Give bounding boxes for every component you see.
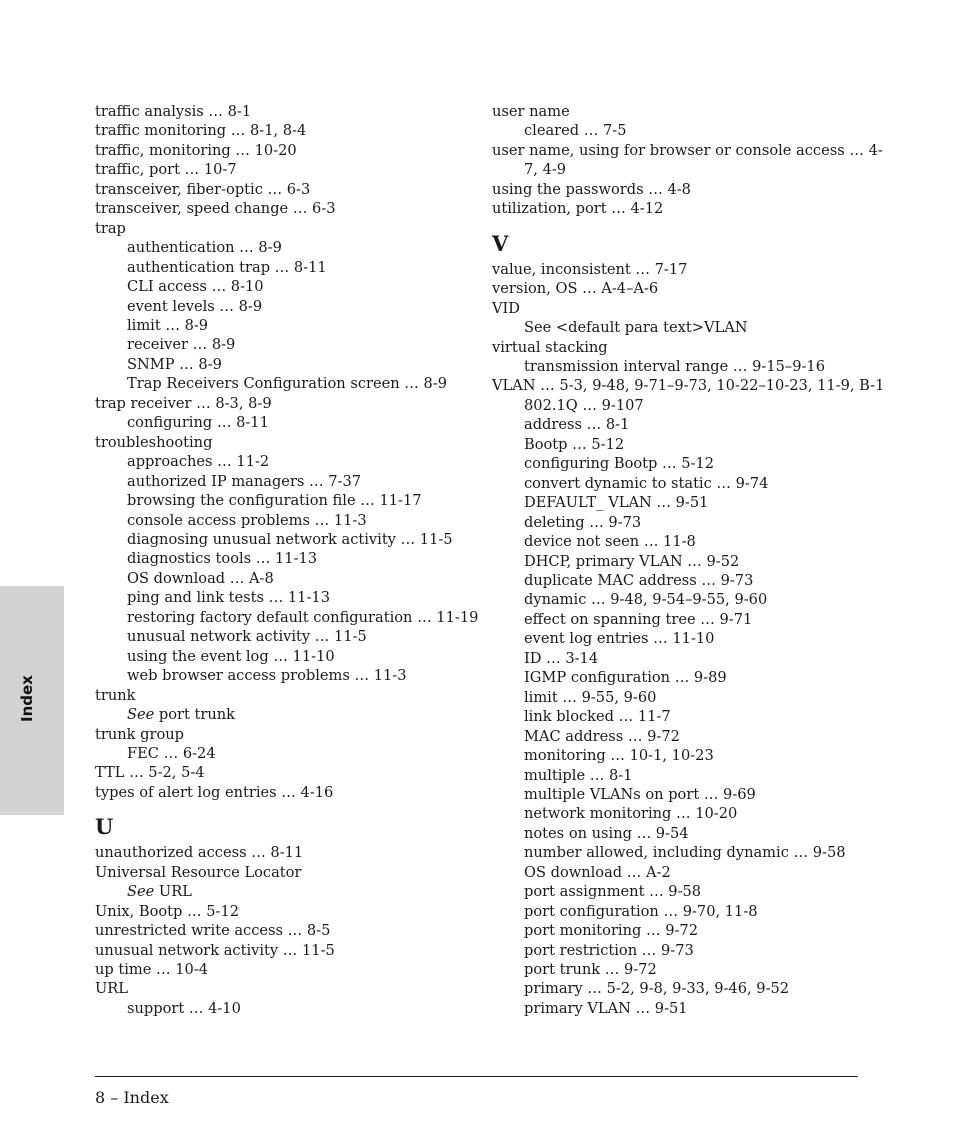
index-entry: TTL … 5-2, 5-4: [95, 764, 205, 782]
footer-rule: [95, 1076, 858, 1077]
index-subentry: configuring Bootp … 5-12: [524, 455, 715, 473]
see-target: URL: [154, 883, 192, 901]
index-subentry: receiver … 8-9: [127, 336, 236, 354]
index-subentry: port restriction … 9-73: [524, 941, 694, 959]
index-subentry: diagnosing unusual network activity … 11-5: [127, 530, 453, 548]
index-column-left: [95, 102, 479, 1018]
index-entry: VID: [492, 299, 521, 317]
index-subentry: restoring factory default configuration … 11-19: [127, 608, 479, 626]
index-subentry: browsing the configuration file … 11-17: [127, 492, 422, 510]
index-subentry: authorized IP managers … 7-37: [127, 472, 362, 490]
index-entry: up time … 10-4: [95, 961, 209, 979]
index-subentry: authentication … 8-9: [127, 239, 282, 257]
index-subentry: FEC … 6-24: [127, 744, 216, 762]
index-entry: transceiver, speed change … 6-3: [95, 200, 336, 218]
index-subentry: port monitoring … 9-72: [524, 922, 698, 940]
index-entry: trap receiver … 8-3, 8-9: [95, 394, 272, 412]
index-entry: version, OS … A-4–A-6: [492, 280, 659, 298]
index-section-heading: V: [492, 230, 509, 256]
index-subentry: device not seen … 11-8: [524, 533, 696, 551]
index-subentry: ID … 3-14: [524, 649, 599, 667]
index-subentry: SNMP … 8-9: [127, 355, 222, 373]
index-entry: user name, using for browser or console access … 4-7, 4-9: [492, 141, 883, 179]
index-subentry: address … 8-1: [524, 416, 630, 434]
index-entry: transceiver, fiber-optic … 6-3: [95, 180, 311, 198]
index-entry: types of alert log entries … 4-16: [95, 783, 334, 801]
index-entry: using the passwords … 4-8: [492, 180, 691, 198]
index-subentry: convert dynamic to static … 9-74: [524, 474, 769, 492]
index-entry: troubleshooting: [95, 433, 213, 451]
index-entry: Unix, Bootp … 5-12: [95, 902, 240, 920]
index-subentry: event log entries … 11-10: [524, 630, 715, 648]
side-tab-label: Index: [18, 675, 36, 722]
index-subentry: configuring … 8-11: [127, 414, 269, 432]
index-entry: traffic, monitoring … 10-20: [95, 141, 297, 159]
index-subentry: monitoring … 10-1, 10-23: [524, 747, 714, 765]
index-subentry: authentication trap … 8-11: [127, 258, 327, 276]
index-subentry: notes on using … 9-54: [524, 824, 689, 842]
index-cross-reference: [95, 882, 475, 901]
index-subentry: number allowed, including dynamic … 9-58: [524, 844, 846, 862]
index-subentry: dynamic … 9-48, 9-54–9-55, 9-60: [524, 591, 768, 609]
index-subentry: limit … 8-9: [127, 316, 209, 334]
index-subentry: primary VLAN … 9-51: [524, 999, 688, 1017]
index-subentry: port configuration … 9-70, 11-8: [524, 902, 758, 920]
index-subentry: deleting … 9-73: [524, 513, 642, 531]
index-subentry: DHCP, primary VLAN … 9-52: [524, 552, 740, 570]
index-section-heading: U: [95, 814, 114, 840]
index-subentry: web browser access problems … 11-3: [127, 667, 407, 685]
index-subentry: support … 4-10: [127, 999, 241, 1017]
index-entry: user name: [492, 103, 570, 120]
index-subentry: using the event log … 11-10: [127, 647, 335, 665]
index-subentry: port trunk … 9-72: [524, 961, 657, 979]
index-entry: trunk group: [95, 725, 184, 743]
index-subentry: link blocked … 11-7: [524, 708, 671, 726]
index-entry: traffic, port … 10-7: [95, 161, 237, 179]
index-subentry: ping and link tests … 11-13: [127, 589, 330, 607]
index-subentry: effect on spanning tree … 9-71: [524, 610, 753, 628]
index-entry: trap: [95, 219, 126, 237]
index-subentry: multiple VLANs on port … 9-69: [524, 785, 756, 803]
index-subentry: primary … 5-2, 9-8, 9-33, 9-46, 9-52: [524, 980, 790, 998]
index-entry: unrestricted write access … 8-5: [95, 922, 331, 940]
index-subentry: Bootp … 5-12: [524, 435, 625, 453]
index-entry: unauthorized access … 8-11: [95, 844, 304, 862]
index-subentry: approaches … 11-2: [127, 453, 270, 471]
index-subentry: cleared … 7-5: [524, 122, 627, 140]
index-subentry: DEFAULT_ VLAN … 9-51: [524, 494, 709, 512]
index-subentry: diagnostics tools … 11-13: [127, 550, 318, 568]
index-subentry: unusual network activity … 11-5: [127, 628, 367, 646]
index-subentry: transmission interval range … 9-15–9-16: [524, 357, 825, 375]
index-entry: URL: [95, 980, 128, 998]
page-footer: 8 – Index: [95, 1088, 169, 1107]
index-subentry: See <default para text>VLAN: [524, 319, 748, 337]
index-subentry: MAC address … 9-72: [524, 727, 680, 745]
index-subentry: network monitoring … 10-20: [524, 805, 738, 823]
index-subentry: multiple … 8-1: [524, 766, 633, 784]
index-entry: Universal Resource Locator: [95, 863, 302, 881]
index-subentry: console access problems … 11-3: [127, 511, 367, 529]
index-subentry: OS download … A-8: [127, 569, 274, 587]
index-entry: traffic analysis … 8-1: [95, 103, 252, 120]
see-target: port trunk: [154, 706, 236, 724]
index-subentry: 802.1Q … 9-107: [524, 396, 644, 414]
index-subentry: port assignment … 9-58: [524, 883, 702, 901]
index-entry: virtual stacking: [492, 338, 608, 356]
index-entry: unusual network activity … 11-5: [95, 941, 335, 959]
index-entry: traffic monitoring … 8-1, 8-4: [95, 122, 307, 140]
index-subentry: OS download … A-2: [524, 863, 671, 881]
index-entry: VLAN … 5-3, 9-48, 9-71–9-73, 10-22–10-23, 11-9, B-1: [492, 377, 885, 395]
index-entry: value, inconsistent … 7-17: [492, 260, 688, 278]
index-subentry: duplicate MAC address … 9-73: [524, 571, 754, 589]
index-subentry: IGMP configuration … 9-89: [524, 669, 727, 687]
index-entry: trunk: [95, 686, 136, 704]
index-column-right: [492, 102, 885, 1018]
index-entry: utilization, port … 4-12: [492, 200, 664, 218]
index-subentry: Trap Receivers Configuration screen … 8-9: [127, 375, 448, 393]
see-label: See: [127, 883, 155, 901]
index-subentry: CLI access … 8-10: [127, 278, 264, 296]
index-subentry: event levels … 8-9: [127, 297, 263, 315]
index-cross-reference: [95, 705, 475, 724]
index-subentry: limit … 9-55, 9-60: [524, 688, 657, 706]
see-label: See: [127, 706, 155, 724]
